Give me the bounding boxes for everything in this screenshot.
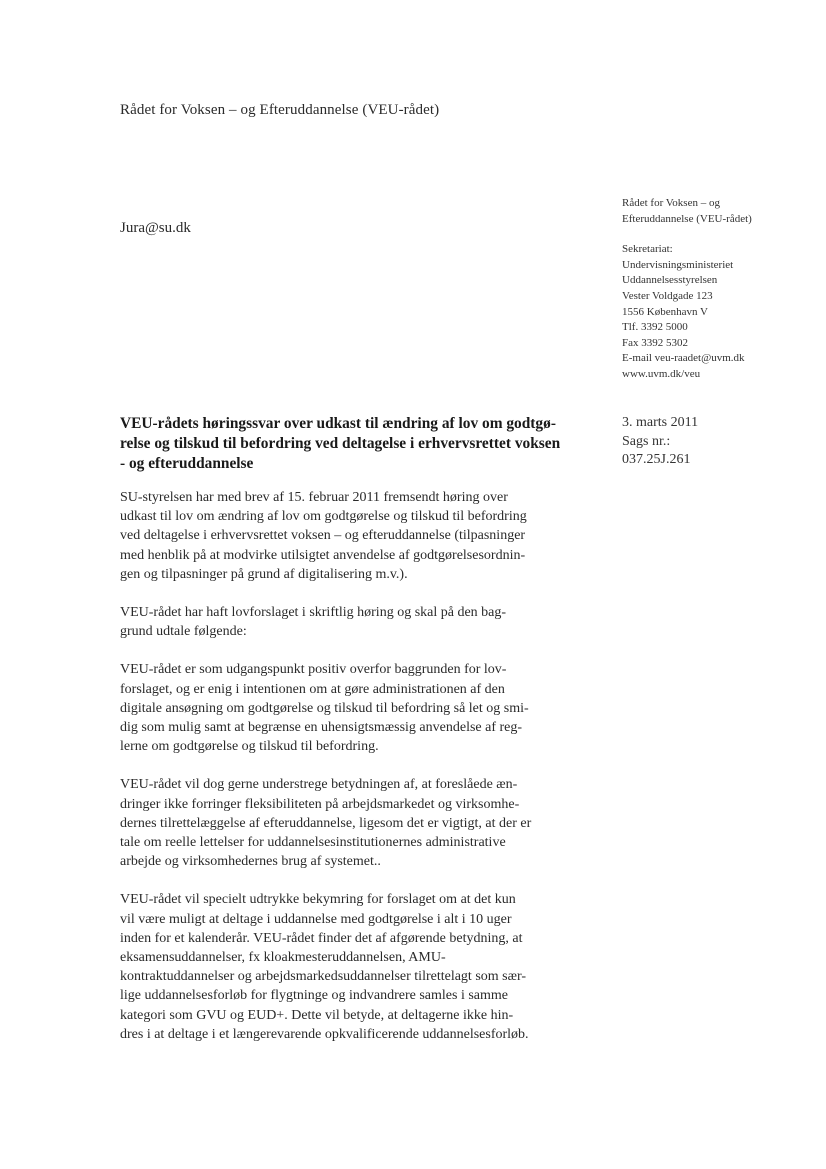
sidebar-contact-line: Uddannelsesstyrelsen <box>622 274 718 287</box>
paragraph-line: SU-styrelsen har med brev af 15. februar 2011 fremsendt høring over <box>120 490 508 505</box>
paragraph-line: lige uddannelsesforløb for flygtninge og indvandrere samles i samme <box>120 988 509 1004</box>
letter-title-line: relse og tilskud til befordring ved deltagelse i erhvervsrettet voksen <box>120 435 561 452</box>
paragraph-line: VEU-rådet har haft lovforslaget i skriftlig høring og skal på den bag- <box>120 605 507 621</box>
letter-paragraph <box>120 488 560 584</box>
sidebar-contact-line: 1556 København V <box>622 305 708 318</box>
paragraph-line: vil være muligt at deltage i uddannelse med godtgørelse i alt i 10 uger <box>120 911 512 927</box>
paragraph-line: med henblik på at modvirke utilsigtet anvendelse af godtgørelsesordnin- <box>120 547 526 563</box>
sidebar-phone: Tlf. 3392 5000 <box>622 321 688 334</box>
sidebar-org-line: Efteruddannelse (VEU-rådet) <box>622 212 752 225</box>
case-number-label: Sags nr.: <box>622 433 671 449</box>
paragraph-line: kontraktuddannelser og arbejdsmarkedsuddannelser tilrettelagt som sær- <box>120 969 526 985</box>
paragraph-line: kategori som GVU og EUD+. Dette vil betyde, at deltagerne ikke hin- <box>120 1007 514 1023</box>
letterhead-organisation: Rådet for Voksen – og Efteruddannelse (VEU-rådet) <box>120 102 440 118</box>
case-number: 037.25J.261 <box>622 452 691 467</box>
paragraph-line: gen og tilpasninger på grund af digitalisering m.v.). <box>120 566 408 582</box>
paragraph-line: tale om reelle lettelser for uddannelsesinstitutionernes administrative <box>120 835 506 851</box>
letter-paragraph <box>120 660 560 756</box>
recipient-email: Jura@su.dk <box>120 220 191 236</box>
sidebar-contact-line: Vester Voldgade 123 <box>622 289 713 302</box>
paragraph-line: arbejde og virksomhedernes brug af systemet.. <box>120 854 381 870</box>
paragraph-line: grund udtale følgende: <box>120 624 247 640</box>
paragraph-line: forslaget, og er enig i intentionen om at gøre administrationen af den <box>120 681 505 697</box>
paragraph-line: ved deltagelse i erhvervsrettet voksen – og efteruddannelse (tilpasninger <box>120 528 526 544</box>
paragraph-line: dig som mulig samt at begrænse en uhensigtsmæssig anvendelse af reg- <box>120 720 523 736</box>
paragraph-line: lerne om godtgørelse og tilskud til befordring. <box>120 739 379 755</box>
letter-body <box>120 488 560 1063</box>
sidebar-contact-line: Sekretariat: <box>622 243 673 256</box>
sender-info-sidebar <box>622 196 822 383</box>
sidebar-organisation <box>622 196 822 227</box>
paragraph-line: dres i at deltage i et længerevarende opkvalificerende uddannelsesforløb. <box>120 1026 529 1042</box>
letter-paragraph <box>120 603 560 641</box>
paragraph-line: dringer ikke forringer fleksibiliteten på arbejdsmarkedet og virksomhe- <box>120 796 520 812</box>
sidebar-org-line: Rådet for Voksen – og <box>622 197 720 209</box>
paragraph-line: eksamensuddannelser, fx kloakmesteruddannelsen, AMU- <box>120 950 446 966</box>
letter-title <box>120 414 561 474</box>
sidebar-email-link[interactable]: E-mail veu-raadet@uvm.dk <box>622 352 745 365</box>
letter-meta <box>622 414 698 470</box>
paragraph-line: VEU-rådet vil dog gerne understrege betydningen af, at foreslåede æn- <box>120 777 518 793</box>
paragraph-line: VEU-rådet vil specielt udtrykke bekymring for forslaget om at det kun <box>120 892 516 908</box>
sidebar-fax: Fax 3392 5302 <box>622 336 688 349</box>
letter-title-line: VEU-rådets høringssvar over udkast til ændring af lov om godtgø- <box>120 415 556 432</box>
paragraph-line: dernes tilrettelæggelse af efteruddannelse, ligesom det er vigtigt, at der er <box>120 815 532 831</box>
letter-paragraph <box>120 775 560 871</box>
letter-title-line: - og efteruddannelse <box>120 455 254 472</box>
sidebar-contact <box>622 242 822 382</box>
letter-date: 3. marts 2011 <box>622 415 699 430</box>
paragraph-line: udkast til lov om ændring af lov om godtgørelse og tilskud til befordring <box>120 509 527 525</box>
sidebar-contact-line: Undervisningsministeriet <box>622 258 734 271</box>
paragraph-line: VEU-rådet er som udgangspunkt positiv overfor baggrunden for lov- <box>120 662 507 678</box>
paragraph-line: inden for et kalenderår. VEU-rådet finder det af afgørende betydning, at <box>120 930 523 946</box>
letter-paragraph <box>120 890 560 1044</box>
paragraph-line: digitale ansøgning om godtgørelse og tilskud til befordring så let og smi- <box>120 700 529 716</box>
sidebar-website-link[interactable]: www.uvm.dk/veu <box>622 367 701 380</box>
